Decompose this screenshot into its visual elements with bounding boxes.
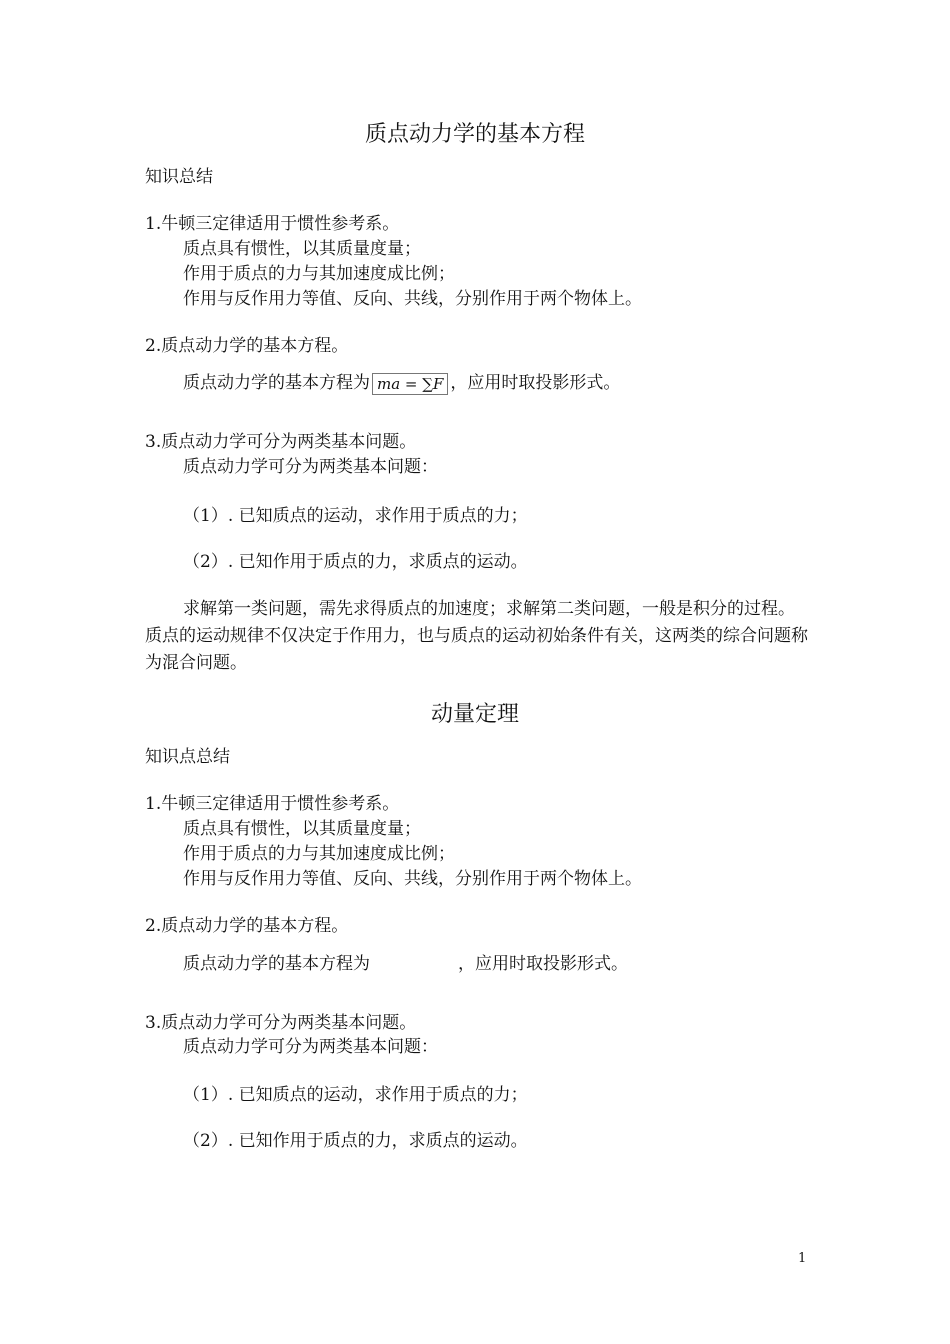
equation-suffix: ，应用时取投影形式。: [450, 373, 621, 393]
section2-item1-line: 作用于质点的力与其加速度成比例；: [183, 844, 455, 864]
section1-item2-heading: 2.质点动力学的基本方程。: [145, 336, 349, 356]
section1-item1-heading: 1.牛顿三定律适用于惯性参考系。: [145, 214, 400, 234]
section1-item3-intro: 质点动力学可分为两类基本问题：: [183, 457, 438, 477]
section1-item1-line: 质点具有惯性，以其质量度量；: [183, 239, 421, 259]
equation-placeholder: [370, 955, 458, 975]
section1-item1-line: 作用于质点的力与其加速度成比例；: [183, 264, 455, 284]
section2-equation-line: [183, 953, 628, 975]
section2-item1-heading: 1.牛顿三定律适用于惯性参考系。: [145, 794, 400, 814]
page-number: 1: [798, 1251, 807, 1266]
section2-item1-line: 质点具有惯性，以其质量度量；: [183, 819, 421, 839]
section1-item3-heading: 3.质点动力学可分为两类基本问题。: [145, 432, 417, 452]
section1-item1-line: 作用与反作用力等值、反向、共线，分别作用于两个物体上。: [183, 289, 642, 309]
section1-subitem-2: （2）. 已知作用于质点的力，求质点的运动。: [183, 552, 528, 572]
section1-paragraph: 求解第一类问题，需先求得质点的加速度；求解第二类问题，一般是积分的过程。质点的运动规律不仅决定于作用力，也与质点的运动初始条件有关，这两类的综合问题称为混合问题。: [145, 599, 808, 673]
section2-item2-heading: 2.质点动力学的基本方程。: [145, 916, 349, 936]
equation-image: ma = ∑F: [372, 373, 448, 395]
section2-item3-intro: 质点动力学可分为两类基本问题：: [183, 1037, 438, 1057]
equation-suffix: ，应用时取投影形式。: [458, 954, 628, 974]
section2-item1-line: 作用与反作用力等值、反向、共线，分别作用于两个物体上。: [183, 869, 642, 889]
section1-subtitle: 知识总结: [145, 167, 213, 187]
equation-prefix: 质点动力学的基本方程为: [183, 954, 370, 974]
section1-subitem-1: （1）. 已知质点的运动，求作用于质点的力；: [183, 506, 528, 526]
section2-item3-heading: 3.质点动力学可分为两类基本问题。: [145, 1013, 417, 1033]
section2-subitem-2: （2）. 已知作用于质点的力，求质点的运动。: [183, 1131, 528, 1151]
section1-title: 质点动力学的基本方程: [364, 122, 585, 147]
section2-title: 动量定理: [430, 702, 519, 727]
section2-subitem-1: （1）. 已知质点的运动，求作用于质点的力；: [183, 1085, 528, 1105]
section2-subtitle: 知识点总结: [145, 747, 230, 767]
section1-equation-line: [183, 372, 620, 395]
equation-prefix: 质点动力学的基本方程为: [183, 373, 370, 393]
